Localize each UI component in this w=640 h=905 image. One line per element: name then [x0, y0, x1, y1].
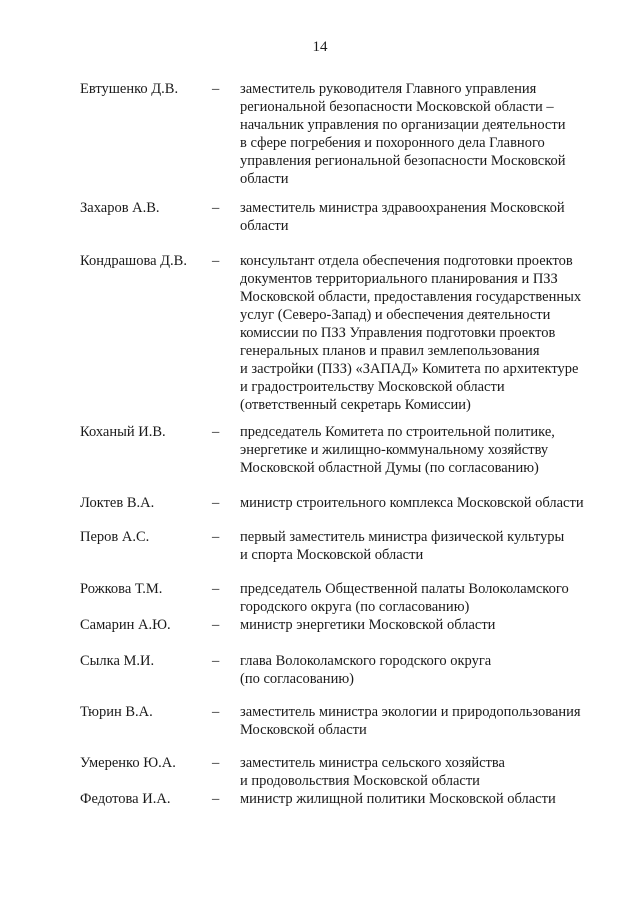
member-name: Локтев В.А.	[80, 495, 155, 511]
dash: –	[212, 581, 220, 597]
member-role: заместитель руководителя Главного управления региональной безопасности Московской области – начальник управления по организации деятельности в сфере погребения и похоронного дела Главного управления региональной безопасности Московской области	[240, 81, 566, 187]
member-name: Евтушенко Д.В.	[80, 81, 179, 97]
member-name: Сылка М.И.	[80, 653, 155, 669]
member-name: Тюрин В.А.	[80, 704, 153, 720]
member-role: министр энергетики Московской области	[240, 617, 496, 633]
member-name: Федотова И.А.	[80, 791, 171, 807]
dash: –	[212, 791, 220, 807]
member-name: Коханый И.В.	[80, 424, 166, 440]
member-name: Умеренко Ю.А.	[80, 755, 176, 771]
member-role: заместитель министра экологии и природопользования Московской области	[240, 704, 581, 738]
dash: –	[212, 653, 220, 669]
member-role: первый заместитель министра физической культуры и спорта Московской области	[240, 529, 565, 563]
member-name: Кондрашова Д.В.	[80, 253, 187, 269]
dash: –	[212, 617, 220, 633]
dash: –	[212, 495, 220, 511]
dash: –	[212, 529, 220, 545]
member-name: Перов А.С.	[80, 529, 150, 545]
member-name: Самарин А.Ю.	[80, 617, 171, 633]
member-role: министр жилищной политики Московской области	[240, 791, 556, 807]
dash: –	[212, 200, 220, 216]
member-name: Рожкова Т.М.	[80, 581, 163, 597]
dash: –	[212, 424, 220, 440]
member-role: заместитель министра сельского хозяйства и продовольствия Московской области	[240, 755, 505, 789]
member-role: председатель Комитета по строительной политике, энергетике и жилищно-коммунальному хозяйству Московской областной Думы (по согласованию)	[240, 424, 555, 476]
member-role: председатель Общественной палаты Волоколамского городского округа (по согласованию)	[240, 581, 569, 615]
dash: –	[212, 81, 220, 97]
member-role: министр строительного комплекса Московской области	[240, 495, 584, 511]
page-number: 14	[312, 39, 328, 55]
dash: –	[212, 755, 220, 771]
member-role: глава Волоколамского городского округа (по согласованию)	[240, 653, 492, 687]
dash: –	[212, 253, 220, 269]
dash: –	[212, 704, 220, 720]
member-role: консультант отдела обеспечения подготовки проектов документов территориального планирования и ПЗЗ Московской области, предоставления государственных услуг (Северо-Запад) и обеспечения деятельности комиссии по ПЗЗ Управления подготовки проектов генеральных планов и правил землепользования и застройки (ПЗЗ) «ЗАПАД» Комитета по архитектуре и градостроительству Московской области (ответственный секретарь Комиссии)	[240, 253, 582, 413]
member-role: заместитель министра здравоохранения Московской области	[240, 200, 565, 234]
member-name: Захаров А.В.	[80, 200, 160, 216]
